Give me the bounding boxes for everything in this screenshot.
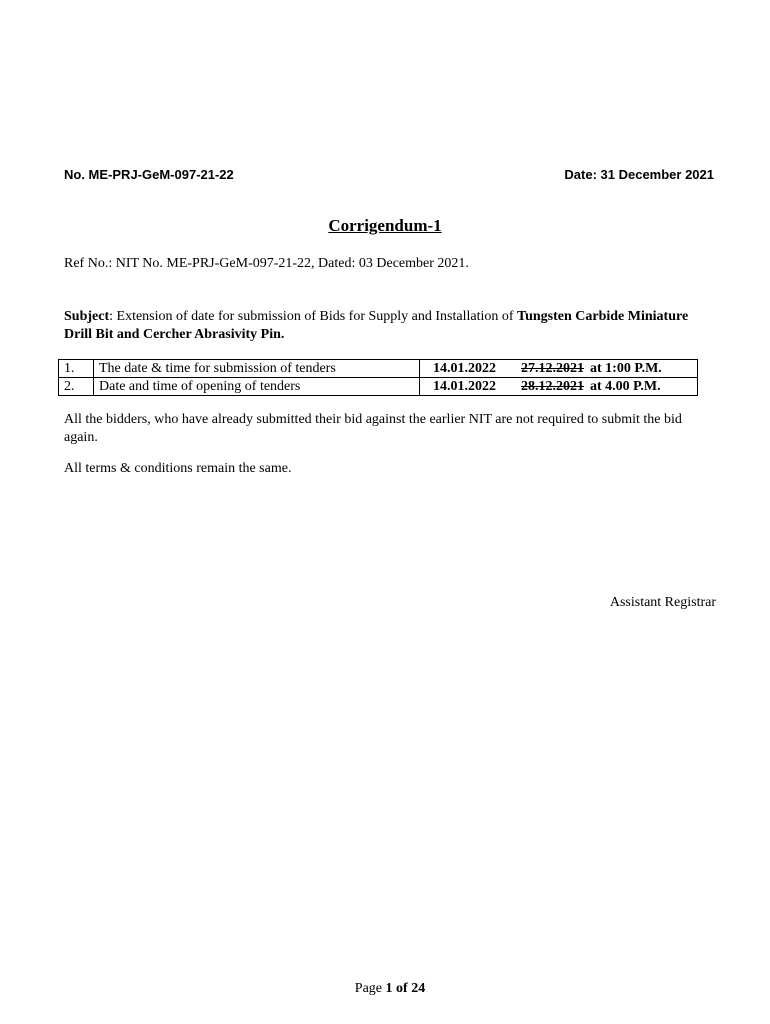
document-title: Corrigendum-1: [328, 216, 442, 235]
row-value: [420, 360, 698, 378]
document-date: Date: 31 December 2021: [564, 167, 714, 182]
bidders-note: All the bidders, who have already submitted their bid against the earlier NIT are not required to submit the bid again.: [64, 412, 682, 445]
row-description: Date and time of opening of tenders: [94, 378, 420, 396]
old-date: 28.12.2021: [521, 378, 584, 394]
subject-text: : Extension of date for submission of Bids for Supply and Installation of: [109, 309, 518, 324]
new-date: 14.01.2022: [433, 360, 496, 376]
page-footer: [0, 981, 770, 997]
subject-item: Tungsten Carbide Miniature Drill Bit and Cercher Abrasivity Pin.: [64, 309, 689, 342]
row-value: [420, 378, 698, 396]
subject-paragraph: [64, 308, 704, 344]
subject-label: Subject: [64, 309, 110, 324]
dates-table: [58, 359, 698, 396]
document-number: No. ME-PRJ-GeM-097-21-22: [64, 167, 234, 182]
signatory: Assistant Registrar: [609, 595, 716, 610]
new-date: 14.01.2022: [433, 378, 496, 394]
time: at 4.00 P.M.: [590, 378, 661, 394]
page-of: of: [396, 981, 408, 996]
row-number: 1.: [59, 360, 94, 378]
terms-note: All terms & conditions remain the same.: [64, 461, 292, 476]
table-row: [59, 378, 698, 396]
reference-line: Ref No.: NIT No. ME-PRJ-GeM-097-21-22, Dated: 03 December 2021.: [64, 256, 469, 271]
table-row: [59, 360, 698, 378]
page-prefix: Page: [354, 981, 383, 996]
page-number: 1: [385, 981, 393, 996]
row-description: The date & time for submission of tenders: [94, 360, 420, 378]
time: at 1:00 P.M.: [590, 360, 662, 376]
row-number: 2.: [59, 378, 94, 396]
old-date: 27.12.2021: [521, 360, 584, 376]
page-total: 24: [411, 981, 426, 996]
